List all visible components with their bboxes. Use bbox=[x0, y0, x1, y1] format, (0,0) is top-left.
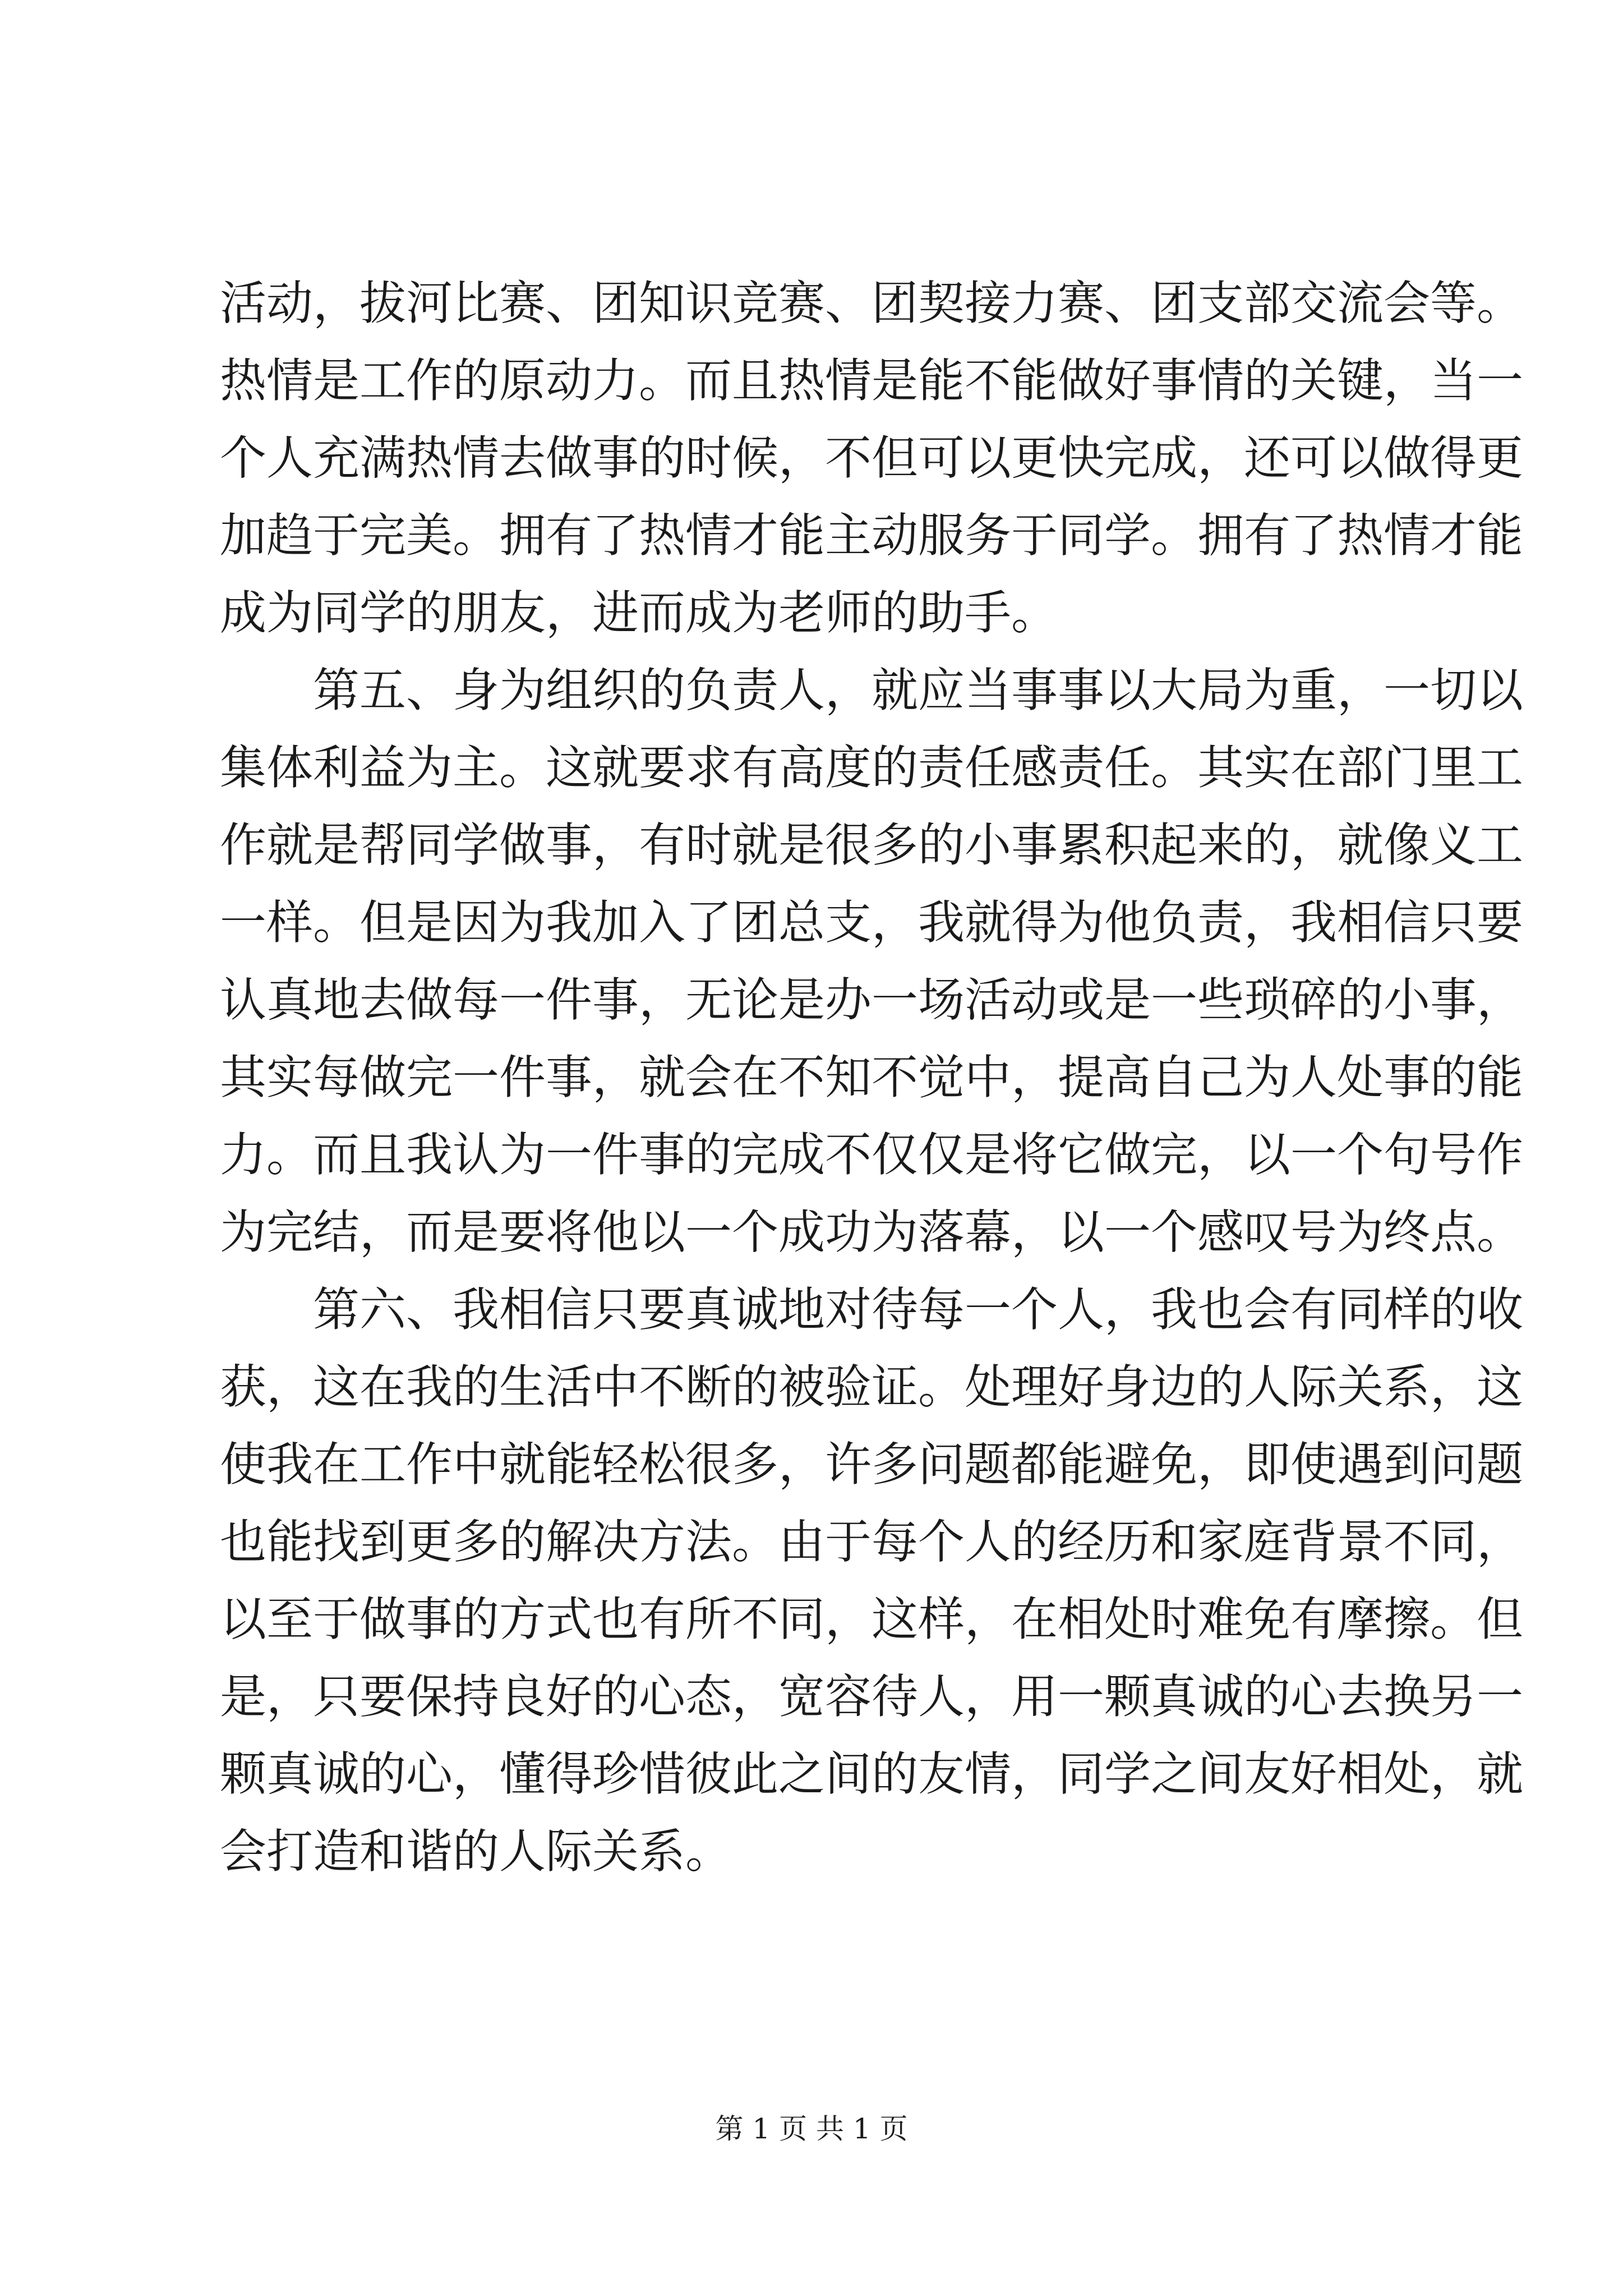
text-line: 也能找到更多的解决方法。由于每个人的经历和家庭背景不同， bbox=[220, 1515, 1523, 1569]
paragraph-3 bbox=[220, 1271, 1523, 1890]
text-line: 一样。但是因为我加入了团总支，我就得为他负责，我相信只要 bbox=[220, 895, 1523, 950]
text-line: 会打造和谐的人际关系。 bbox=[220, 1824, 732, 1879]
text-line: 获，这在我的生活中不断的被验证。处理好身边的人际关系，这 bbox=[220, 1360, 1523, 1414]
text-line: 力。而且我认为一件事的完成不仅仅是将它做完，以一个句号作 bbox=[220, 1128, 1523, 1182]
text-line: 成为同学的朋友，进而成为老师的助手。 bbox=[220, 586, 1058, 640]
text-line: 活动，拔河比赛、团知识竞赛、团契接力赛、团支部交流会等。 bbox=[220, 276, 1523, 330]
text-line: 颗真诚的心，懂得珍惜彼此之间的友情，同学之间友好相处，就 bbox=[220, 1747, 1523, 1801]
text-line: 认真地去做每一件事，无论是办一场活动或是一些琐碎的小事， bbox=[220, 973, 1523, 1027]
text-line: 作就是帮同学做事，有时就是很多的小事累积起来的，就像义工 bbox=[220, 818, 1523, 872]
text-line: 为完结，而是要将他以一个成功为落幕，以一个感叹号为终点。 bbox=[220, 1205, 1523, 1259]
text-line: 加趋于完美。拥有了热情才能主动服务于同学。拥有了热情才能 bbox=[220, 508, 1523, 563]
text-line: 热情是工作的原动力。而且热情是能不能做好事情的关键，当一 bbox=[220, 353, 1523, 408]
text-line: 个人充满热情去做事的时候，不但可以更快完成，还可以做得更 bbox=[220, 431, 1523, 485]
page-number-footer: 第 1 页 共 1 页 bbox=[715, 2113, 908, 2145]
text-line: 使我在工作中就能轻松很多，许多问题都能避免，即使遇到问题 bbox=[220, 1437, 1523, 1492]
text-line: 集体利益为主。这就要求有高度的责任感责任。其实在部门里工 bbox=[220, 740, 1523, 795]
text-line: 第五、身为组织的负责人，就应当事事以大局为重，一切以 bbox=[313, 663, 1523, 717]
document-body bbox=[220, 265, 1523, 1890]
paragraph-1 bbox=[220, 265, 1523, 652]
paragraph-2 bbox=[220, 652, 1523, 1271]
text-line: 其实每做完一件事，就会在不知不觉中，提高自己为人处事的能 bbox=[220, 1050, 1523, 1105]
text-line: 是，只要保持良好的心态，宽容待人，用一颗真诚的心去换另一 bbox=[220, 1669, 1523, 1724]
text-line: 第六、我相信只要真诚地对待每一个人，我也会有同样的收 bbox=[313, 1282, 1523, 1337]
text-line: 以至于做事的方式也有所不同，这样，在相处时难免有摩擦。但 bbox=[220, 1592, 1523, 1646]
